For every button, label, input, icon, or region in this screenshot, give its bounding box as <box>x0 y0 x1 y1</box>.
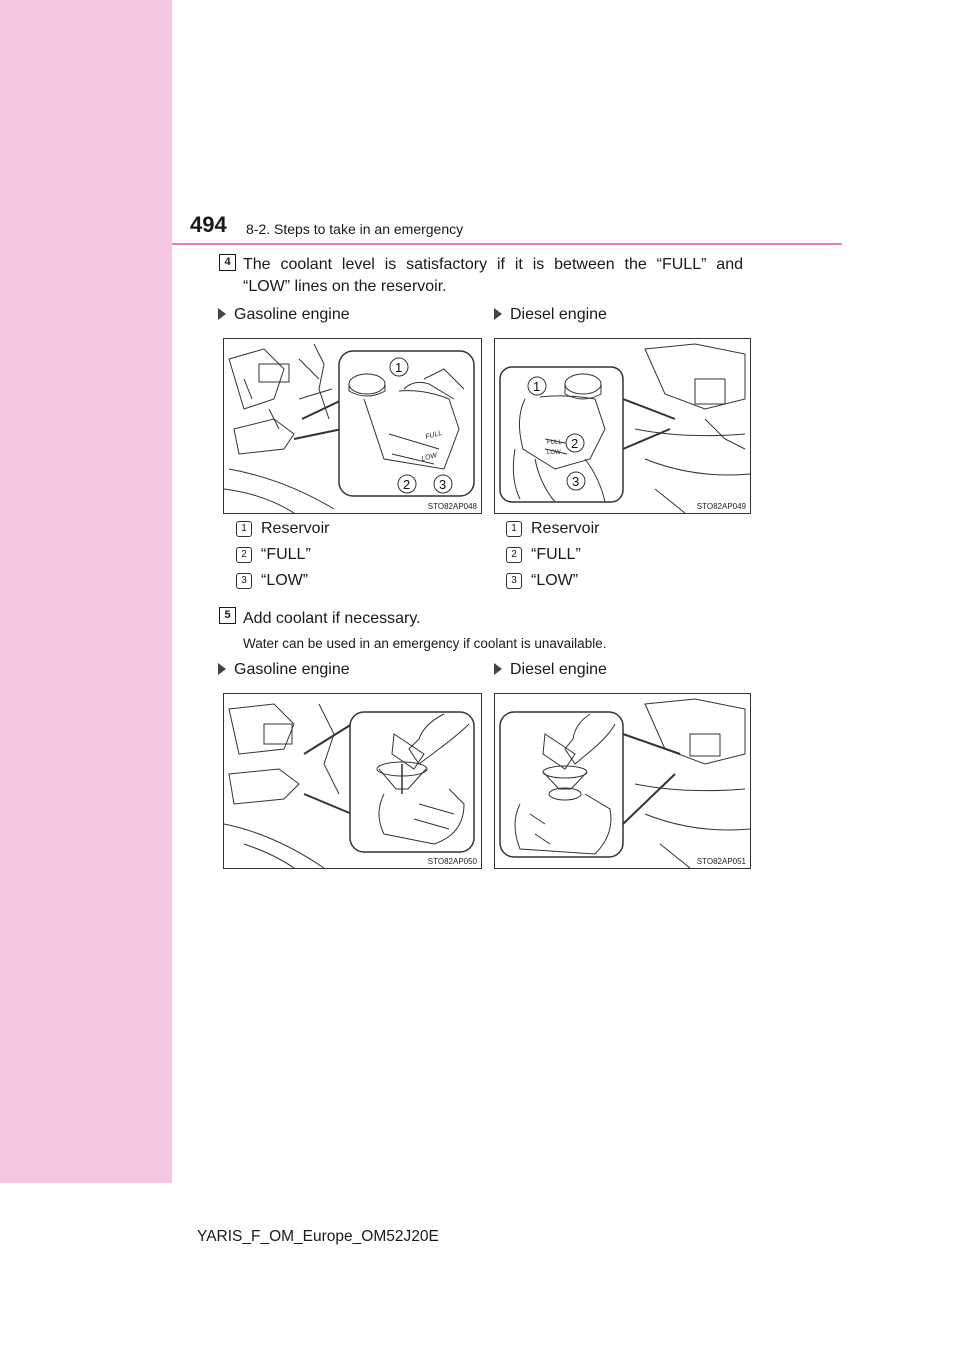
engine-bay-illustration <box>224 339 481 513</box>
step5-text: Add coolant if necessary. <box>243 610 421 627</box>
figure-diesel-add-coolant <box>494 693 751 869</box>
label-low-diesel: LOW <box>547 450 561 456</box>
page-number: 494 <box>190 212 227 237</box>
bullet-triangle-icon <box>218 663 226 675</box>
callout-3-gasoline: 3 <box>439 477 447 492</box>
step5-heading-gasoline: Gasoline engine <box>218 661 350 679</box>
step-number-5: 5 <box>219 607 236 624</box>
step5-heading-diesel: Diesel engine <box>494 661 607 679</box>
engine-bay-illustration <box>495 339 750 513</box>
step4-text <box>243 254 743 298</box>
callout-3-diesel: 3 <box>572 474 580 489</box>
label-low-gasoline: LOW <box>420 452 438 463</box>
label-full-gasoline: FULL <box>424 429 444 441</box>
figure-code: STO82AP049 <box>696 502 746 511</box>
bullet-triangle-icon <box>218 308 226 320</box>
legend-item: 1 Reservoir <box>506 520 599 538</box>
figure-code: STO82AP048 <box>427 502 477 511</box>
figure-gasoline-reservoir <box>223 338 482 514</box>
bullet-triangle-icon <box>494 308 502 320</box>
callout-2-gasoline: 2 <box>403 477 411 492</box>
figure-diesel-reservoir <box>494 338 751 514</box>
section-title: 8-2. Steps to take in an emergency <box>246 221 464 237</box>
legend-item: 1 Reservoir <box>236 520 329 538</box>
legend-item: 2 “FULL” <box>506 546 581 564</box>
step4-text-line2: “LOW” lines on the reservoir. <box>243 278 447 295</box>
callout-1-gasoline: 1 <box>395 360 403 375</box>
step4-heading-diesel: Diesel engine <box>494 306 607 324</box>
legend-item: 3 “LOW” <box>236 572 308 590</box>
side-tab-band <box>0 0 172 1183</box>
legend-item: 2 “FULL” <box>236 546 311 564</box>
add-coolant-illustration <box>495 694 750 868</box>
figure-code: STO82AP050 <box>427 857 477 866</box>
step-number-4: 4 <box>219 254 236 271</box>
step5-note: Water can be used in an emergency if coolant is unavailable. <box>243 636 607 651</box>
document-code: YARIS_F_OM_Europe_OM52J20E <box>197 1228 439 1245</box>
callout-2-diesel: 2 <box>571 436 579 451</box>
figure-code: STO82AP051 <box>696 857 746 866</box>
add-coolant-illustration <box>224 694 481 868</box>
legend-item: 3 “LOW” <box>506 572 578 590</box>
header-rule <box>172 243 842 245</box>
callout-1-diesel: 1 <box>533 379 541 394</box>
step4-heading-gasoline: Gasoline engine <box>218 306 350 324</box>
step4-text-line1: The coolant level is satisfactory if it is between the “FULL” and <box>243 256 743 273</box>
bullet-triangle-icon <box>494 663 502 675</box>
label-full-diesel: FULL <box>547 440 562 446</box>
figure-gasoline-add-coolant <box>223 693 482 869</box>
